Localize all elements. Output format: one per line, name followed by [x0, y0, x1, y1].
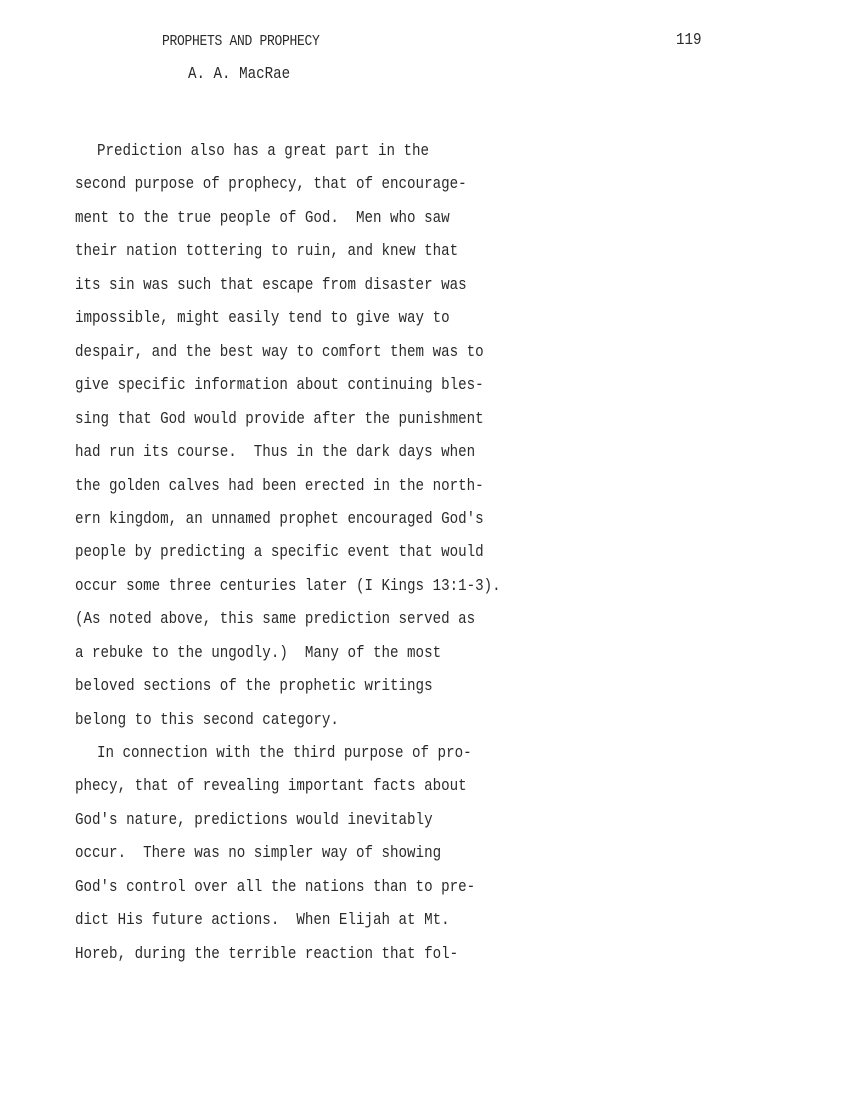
text-line: people by predicting a specific event that would: [75, 543, 484, 562]
text-line: impossible, might easily tend to give way to: [75, 309, 450, 328]
text-line: Horeb, during the terrible reaction that fol-: [75, 944, 459, 964]
text-line: occur some three centuries later (I Kings 13:1-3).: [75, 576, 501, 596]
text-line: their nation tottering to ruin, and knew that: [75, 242, 459, 261]
text-line: sing that God would provide after the punishment: [75, 409, 484, 429]
text-line: phecy, that of revealing important facts about: [75, 777, 467, 796]
text-line: ern kingdom, an unnamed prophet encouraged God's: [75, 510, 484, 529]
text-line: dict His future actions. When Elijah at Mt.: [75, 911, 450, 930]
text-line: God's control over all the nations than to pre-: [75, 877, 476, 897]
text-line: second purpose of prophecy, that of encourage-: [75, 175, 467, 194]
page-number: 119: [676, 31, 702, 50]
text-line: beloved sections of the prophetic writings: [75, 677, 433, 696]
paragraph-first-line: In connection with the third purpose of pro-: [97, 744, 472, 763]
text-line: the golden calves had been erected in the north-: [75, 476, 484, 496]
text-line: God's nature, predictions would inevitably: [75, 811, 433, 830]
text-line: ment to the true people of God. Men who saw: [75, 209, 450, 228]
author-name: A. A. MacRae: [188, 65, 291, 84]
text-line: belong to this second category.: [75, 710, 339, 730]
text-line: give specific information about continuing bles-: [75, 376, 484, 395]
text-line: a rebuke to the ungodly.) Many of the most: [75, 643, 442, 663]
document-title: PROPHETS AND PROPHECY: [162, 32, 320, 50]
text-line: occur. There was no simpler way of showing: [75, 844, 442, 863]
text-line: despair, and the best way to comfort them was to: [75, 342, 484, 362]
text-line: had run its course. Thus in the dark days when: [75, 443, 476, 462]
text-line: (As noted above, this same prediction served as: [75, 610, 476, 629]
text-line: its sin was such that escape from disaster was: [75, 275, 467, 295]
paragraph-first-line: Prediction also has a great part in the: [97, 142, 430, 161]
